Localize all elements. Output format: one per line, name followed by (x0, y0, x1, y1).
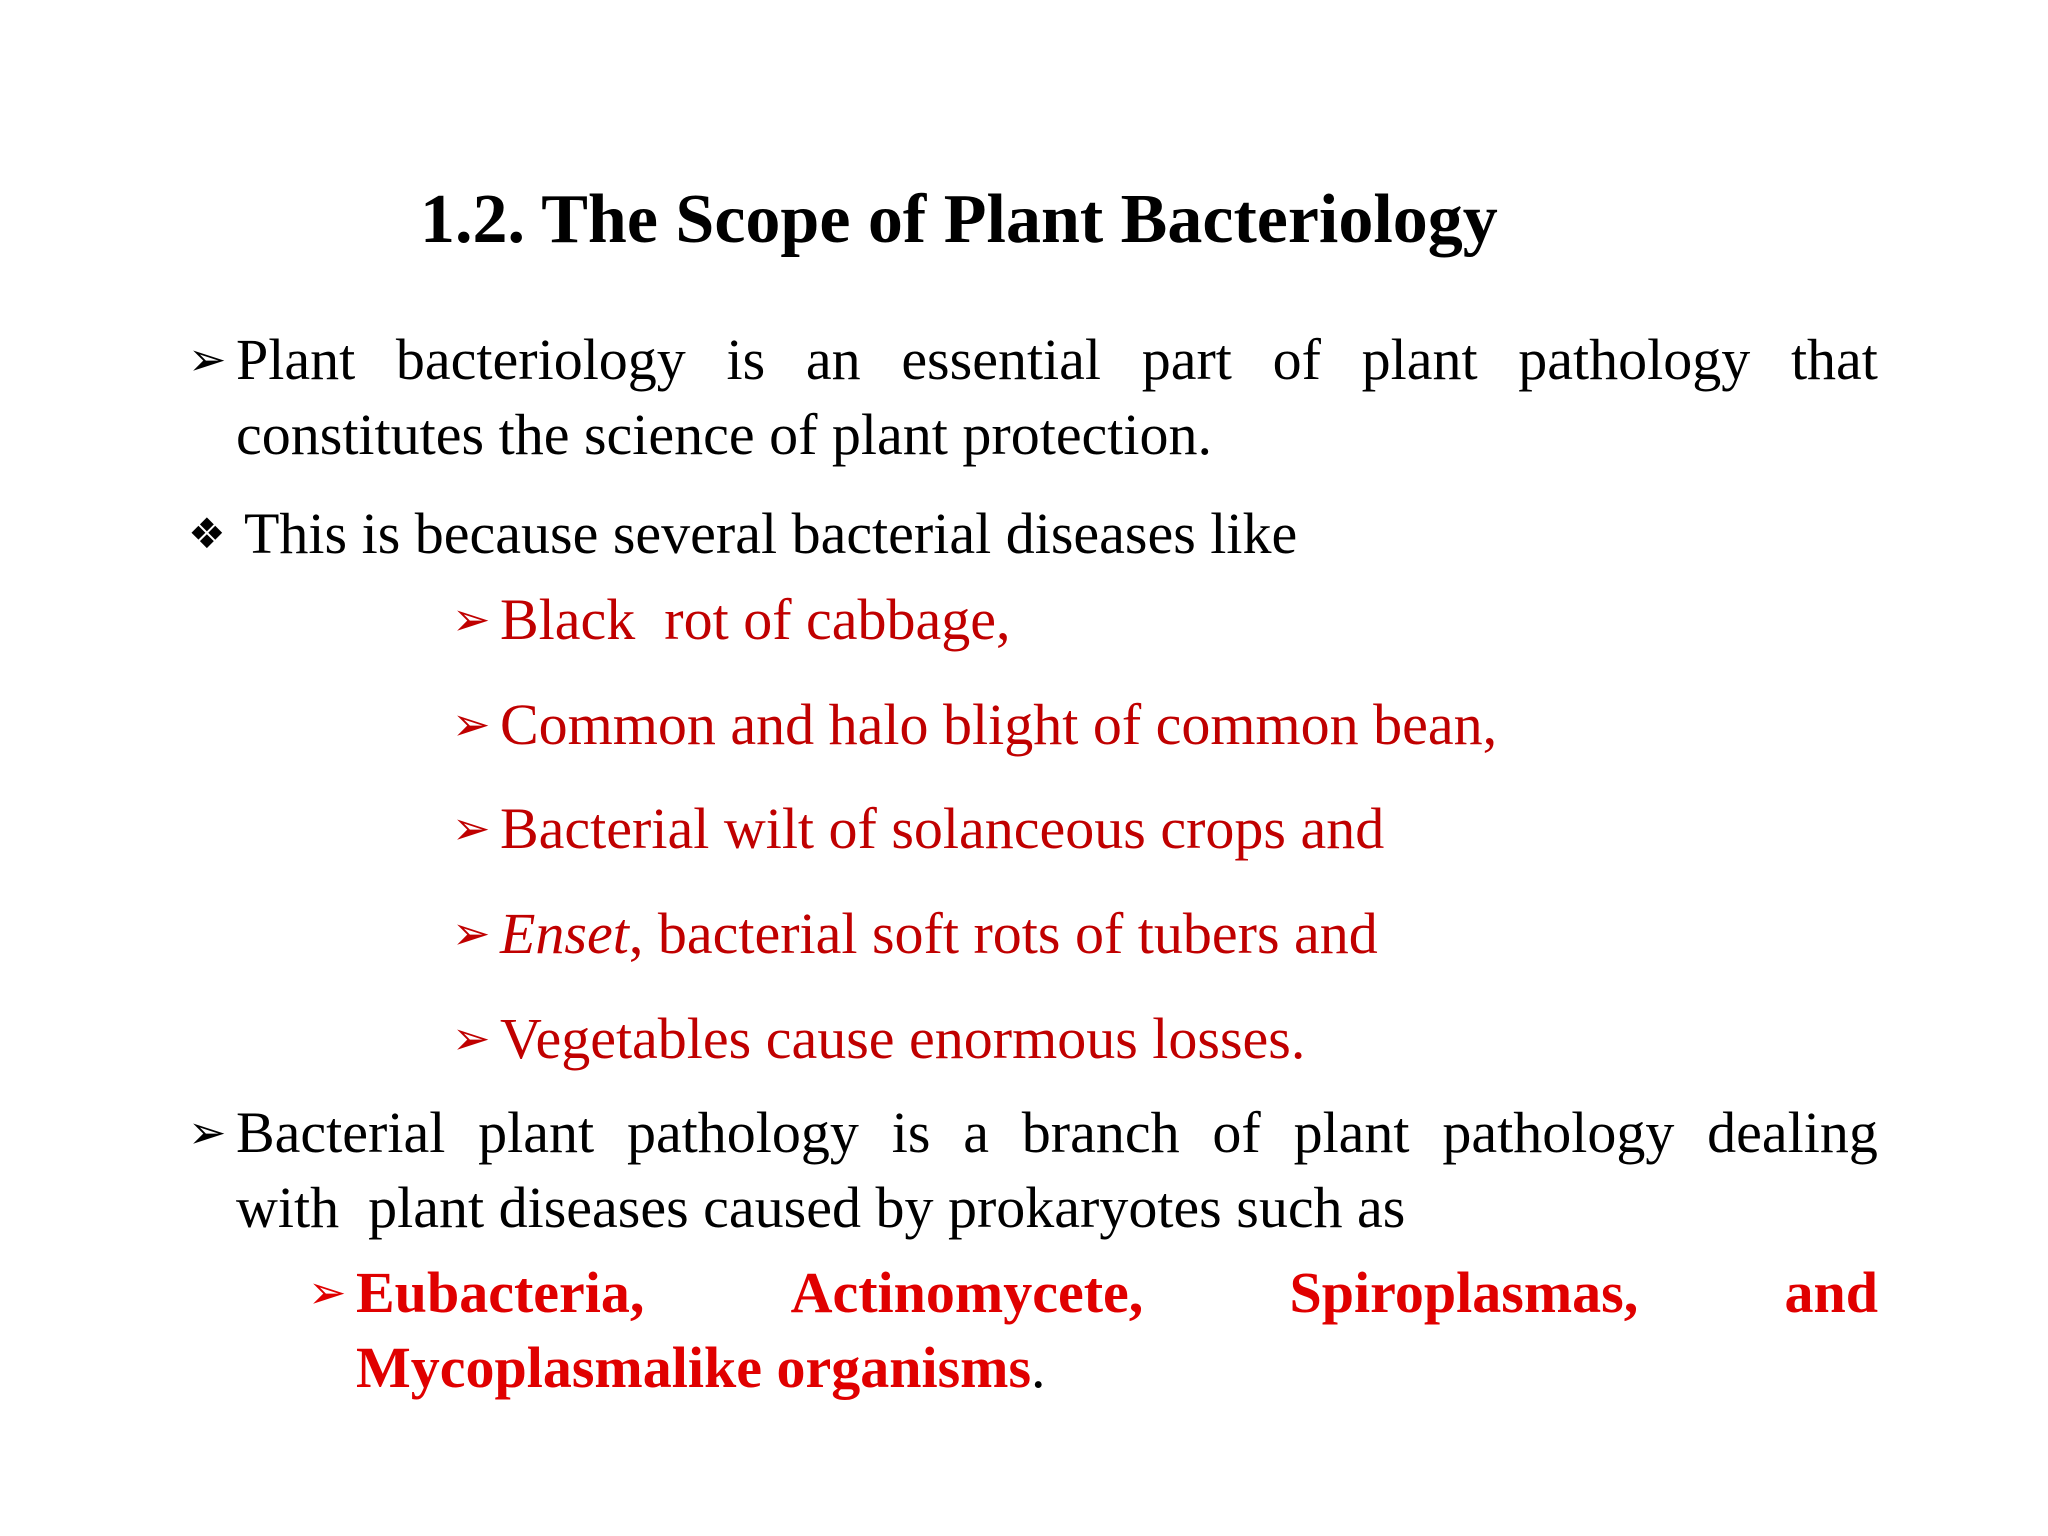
arrow-bullet-icon: ➢ (452, 697, 491, 751)
disease-item-3: ➢ Bacterial wilt of solanceous crops and (452, 791, 1384, 866)
definition-paragraph (188, 1095, 1878, 1245)
arrow-bullet-icon: ➢ (452, 592, 491, 646)
organisms-paragraph (308, 1255, 1878, 1405)
arrow-bullet-icon: ➢ (308, 1265, 347, 1319)
arrow-bullet-icon: ➢ (452, 801, 491, 855)
arrow-bullet-icon: ➢ (452, 906, 491, 960)
slide-title: 1.2. The Scope of Plant Bacteriology (420, 181, 1498, 258)
disease-item-5: ➢ Vegetables cause enormous losses. (452, 1001, 1305, 1076)
definition-line-1: Bacterial plant pathology is a branch of plant pathology dealing (236, 1100, 1878, 1165)
disease-item-4: ➢ Enset, bacterial soft rots of tubers and (452, 896, 1378, 971)
enset-italic: Enset (500, 901, 629, 966)
arrow-bullet-icon: ➢ (452, 1011, 491, 1065)
organisms-line-2: Mycoplasmalike organisms. (356, 1335, 1046, 1400)
definition-line-2: with plant diseases caused by prokaryotes such as (236, 1175, 1406, 1240)
disease-item-2: ➢ Common and halo blight of common bean, (452, 687, 1497, 762)
because-paragraph (188, 496, 1878, 571)
intro-line-2: constitutes the science of plant protection. (236, 402, 1213, 467)
because-text: This is because several bacterial diseases like (244, 501, 1298, 566)
four-diamond-bullet-icon: ❖ (188, 509, 226, 558)
arrow-bullet-icon: ➢ (188, 1105, 227, 1159)
organisms-line-1: Eubacteria, Actinomycete, Spiroplasmas, and (356, 1260, 1878, 1325)
disease-item-1: ➢ Black rot of cabbage, (452, 582, 1011, 657)
arrow-bullet-icon: ➢ (188, 332, 227, 386)
intro-paragraph (188, 322, 1878, 472)
intro-line-1: Plant bacteriology is an essential part of plant pathology that (236, 327, 1878, 392)
